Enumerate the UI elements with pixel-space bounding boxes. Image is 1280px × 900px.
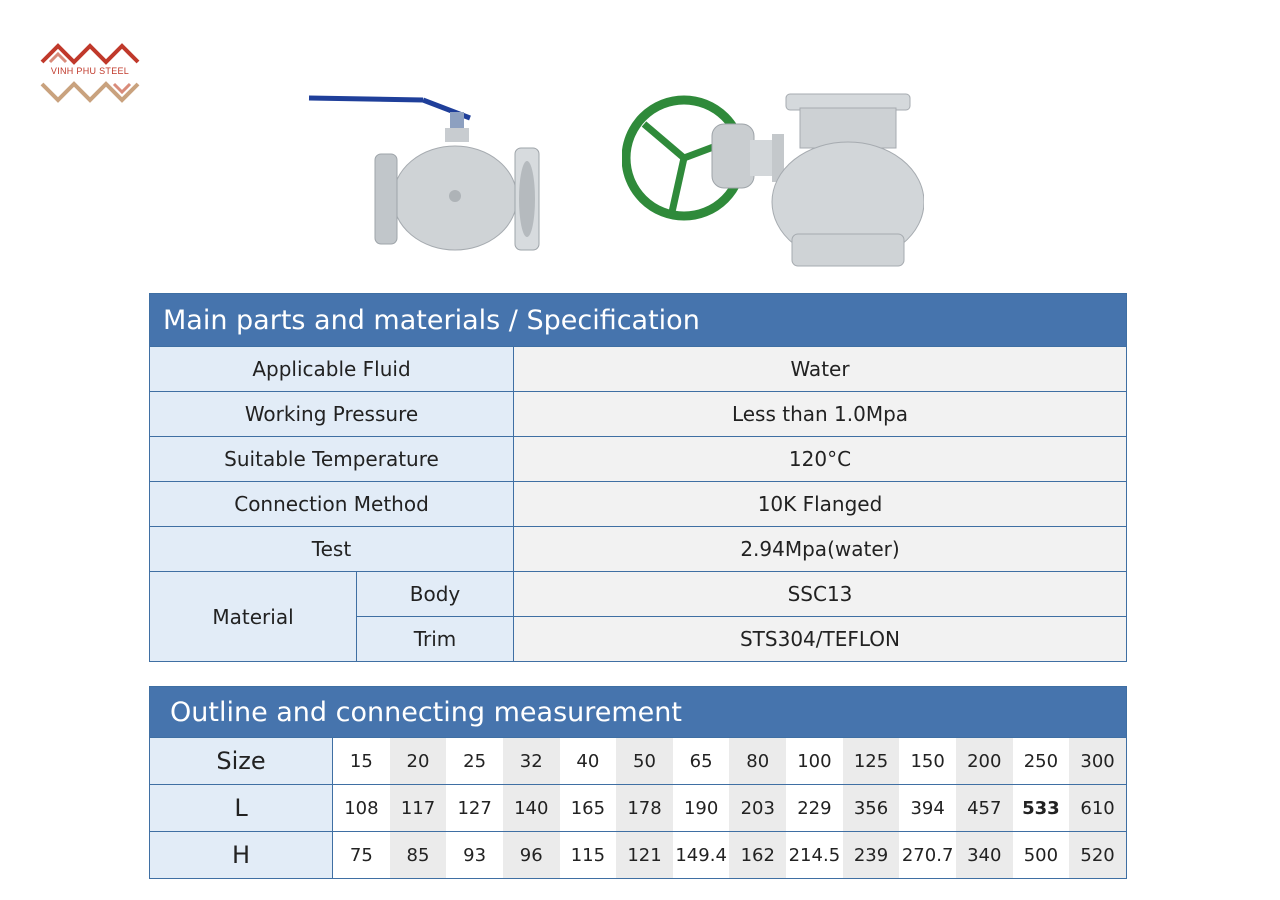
specification-title: Main parts and materials / Specification [150,294,1127,347]
table-cell: 250 [1013,738,1070,785]
table-cell: 239 [843,832,900,879]
table-cell: 270.7 [899,832,956,879]
table-cell: 125 [843,738,900,785]
table-cell: 149.4 [673,832,730,879]
row-label: L [150,785,333,832]
spec-value: 10K Flanged [514,482,1127,527]
table-cell: 50 [616,738,673,785]
table-cell: 121 [616,832,673,879]
table-cell: 150 [899,738,956,785]
table-cell: 117 [390,785,447,832]
table-cell: 162 [729,832,786,879]
table-cell: 20 [390,738,447,785]
table-cell: 610 [1069,785,1126,832]
table-cell: 93 [446,832,503,879]
table-cell: 457 [956,785,1013,832]
table-cell: 75 [333,832,390,879]
row-label: H [150,832,333,879]
table-cell: 15 [333,738,390,785]
table-cell: 533 [1013,785,1070,832]
table-cell: 520 [1069,832,1126,879]
table-cell: 65 [673,738,730,785]
table-cell: 203 [729,785,786,832]
table-cell: 394 [899,785,956,832]
row-label: Size [150,738,333,785]
table-row [150,785,1127,832]
table-cell: 200 [956,738,1013,785]
measurement-title: Outline and connecting measurement [150,687,1127,738]
table-cell: 214.5 [786,832,843,879]
specification-table [149,293,1127,662]
material-label: Material [150,572,357,662]
table-cell: 500 [1013,832,1070,879]
table-cell: 85 [390,832,447,879]
spec-label: Working Pressure [150,392,514,437]
table-cell: 165 [560,785,617,832]
table-cell: 25 [446,738,503,785]
table-row [150,347,1127,392]
spec-value: Water [514,347,1127,392]
table-cell: 178 [616,785,673,832]
spec-label: Connection Method [150,482,514,527]
table-cell: 32 [503,738,560,785]
spec-value: 2.94Mpa(water) [514,527,1127,572]
table-row [150,527,1127,572]
measurement-table [149,686,1127,879]
brand-logo [38,40,142,104]
table-row [150,738,1127,785]
table-row [150,482,1127,527]
table-cell: 100 [786,738,843,785]
table-cell: 115 [560,832,617,879]
table-row [150,832,1127,879]
body-value: SSC13 [514,572,1127,617]
table-cell: 340 [956,832,1013,879]
trim-value: STS304/TEFLON [514,617,1127,662]
table-cell: 40 [560,738,617,785]
table-cell: 190 [673,785,730,832]
table-cell: 80 [729,738,786,785]
table-row [150,572,1127,617]
table-row [150,437,1127,482]
lever-ball-valve-image [305,88,545,258]
body-label: Body [357,572,514,617]
spec-value: Less than 1.0Mpa [514,392,1127,437]
table-cell: 356 [843,785,900,832]
table-cell: 140 [503,785,560,832]
table-cell: 229 [786,785,843,832]
spec-label: Suitable Temperature [150,437,514,482]
spec-label: Test [150,527,514,572]
gear-operated-ball-valve-image [622,84,924,272]
spec-label: Applicable Fluid [150,347,514,392]
spec-value: 120°C [514,437,1127,482]
trim-label: Trim [357,617,514,662]
table-cell: 96 [503,832,560,879]
table-cell: 300 [1069,738,1126,785]
table-cell: 108 [333,785,390,832]
table-cell: 127 [446,785,503,832]
table-row [150,392,1127,437]
logo-text: VINH PHU STEEL [50,66,130,76]
